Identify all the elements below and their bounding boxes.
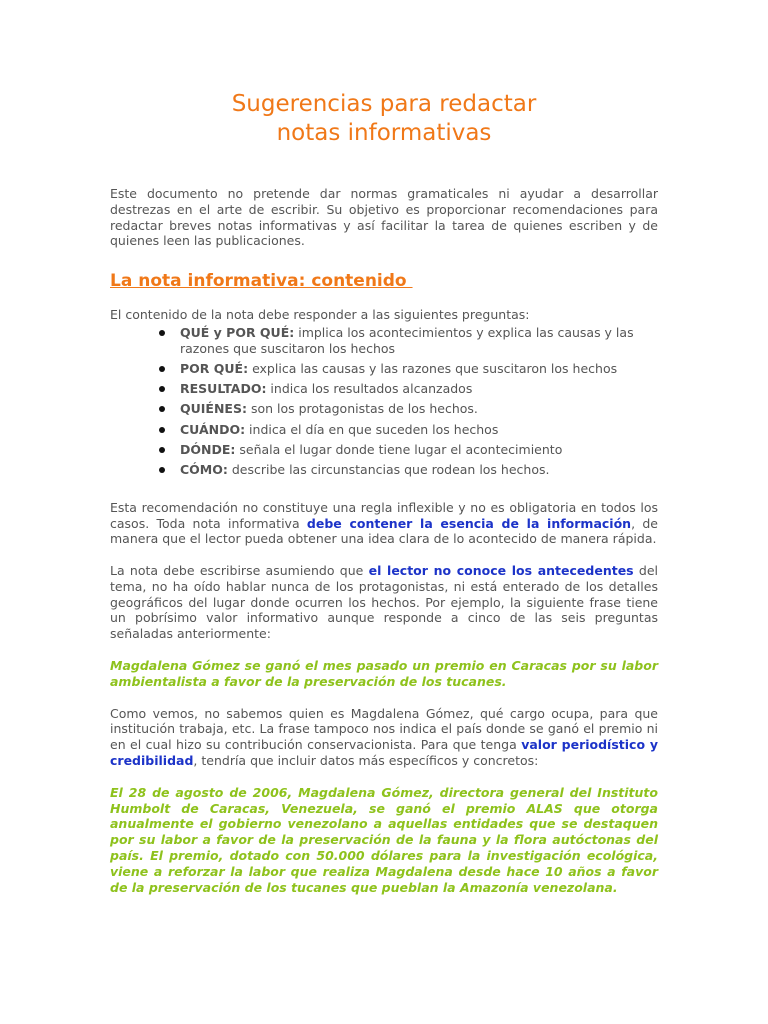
- question-label: CUÁNDO:: [180, 421, 246, 437]
- bullet-icon: [159, 467, 165, 473]
- paragraph-credibility: [110, 706, 658, 769]
- question-label: QUIÉNES:: [180, 401, 247, 417]
- section-heading: La nota informativa: contenido: [110, 271, 413, 292]
- paragraph-reader: [110, 563, 658, 642]
- bullet-icon: [159, 427, 165, 433]
- list-item: [180, 462, 658, 478]
- example-weak: Magdalena Gómez se ganó el mes pasado un premio en Caracas por su labor ambientalista a favor de la preservación de los tucanes.: [110, 658, 658, 689]
- question-text: indica los resultados alcanzados: [266, 381, 473, 397]
- paragraph-text: del tema, no ha oído hablar nunca de los protagonistas, ni está enterado de los detalles geográficos del lugar donde ocurren los hechos. Por ejemplo, la siguiente frase tiene un pobrísimo valor informativo aunque responde a cinco de las seis preguntas señaladas anteriormente:: [110, 563, 659, 642]
- question-text: implica los acontecimientos y explica las causas y las razones que suscitaron los hechos: [180, 324, 634, 356]
- list-item: [180, 422, 658, 438]
- example-strong: El 28 de agosto de 2006, Magdalena Gómez, directora general del Instituto Humbolt de Caracas, Venezuela, se ganó el premio ALAS que otorga anualmente el gobierno venezolano a aquellas entidades que se destaquen por su labor a favor de la preservación de la fauna y la flora autóctonas del país. El premio, dotado con 50.000 dólares para la investigación ecológica, viene a reforzar la labor que realiza Magdalena desde hace 10 años a favor de la preservación de los tucanes que pueblan la Amazonía venezolana.: [110, 784, 658, 895]
- questions-list: [110, 325, 658, 478]
- question-label: RESULTADO:: [180, 381, 267, 397]
- list-lead: El contenido de la nota debe responder a las siguientes preguntas:: [110, 307, 530, 323]
- paragraph-text: La nota debe escribirse asumiendo que: [110, 563, 369, 579]
- list-item: [180, 361, 658, 377]
- document-title: [110, 90, 658, 148]
- question-text: explica las causas y las razones que suscitaron los hechos: [248, 360, 618, 376]
- question-text: señala el lugar donde tiene lugar el acontecimiento: [235, 441, 563, 457]
- highlight-text: debe contener la esencia de la información: [306, 515, 632, 531]
- title-line-1: Sugerencias para redactar: [231, 91, 537, 117]
- bullet-icon: [159, 406, 165, 412]
- bullet-icon: [159, 447, 165, 453]
- highlight-text: el lector no conoce los antecedentes: [368, 563, 634, 579]
- paragraph-text: Como vemos, no sabemos quien es Magdalena Gómez, qué cargo ocupa, para que institución trabaja, etc. La frase tampoco nos indica el país donde se ganó el premio ni en el cual hizo su contribución conservacionista. Para que tenga: [110, 705, 658, 753]
- paragraph-text: Esta recomendación no constituye una regla inflexible y no es obligatoria en todos los casos. Toda nota informativa: [110, 499, 658, 531]
- bullet-icon: [159, 330, 165, 336]
- question-text: son los protagonistas de los hechos.: [246, 401, 478, 417]
- question-text: describe las circunstancias que rodean los hechos.: [227, 461, 550, 477]
- question-label: POR QUÉ:: [180, 360, 249, 376]
- highlight-text: valor periodístico y credibilidad: [110, 737, 658, 769]
- title-line-2: notas informativas: [276, 120, 492, 146]
- question-label: QUÉ y POR QUÉ:: [180, 324, 295, 340]
- question-text: indica el día en que suceden los hechos: [245, 421, 499, 437]
- paragraph-essence: [110, 500, 658, 547]
- paragraph-text: , tendría que incluir datos más específicos y concretos:: [193, 753, 539, 769]
- bullet-icon: [159, 386, 165, 392]
- bullet-icon: [159, 366, 165, 372]
- intro-paragraph: Este documento no pretende dar normas gramaticales ni ayudar a desarrollar destrezas en el arte de escribir. Su objetivo es proporcionar recomendaciones para redactar breves notas informativas y así facilitar la tarea de quienes escriben y de quienes leen las publicaciones.: [110, 186, 658, 249]
- list-item: [180, 325, 658, 357]
- question-label: DÓNDE:: [180, 441, 236, 457]
- question-label: CÓMO:: [180, 461, 228, 477]
- list-item: [180, 401, 658, 417]
- paragraph-text: , de manera que el lector pueda obtener una idea clara de lo acontecido de manera rápida.: [110, 515, 658, 547]
- list-item: [180, 442, 658, 458]
- list-item: [180, 381, 658, 397]
